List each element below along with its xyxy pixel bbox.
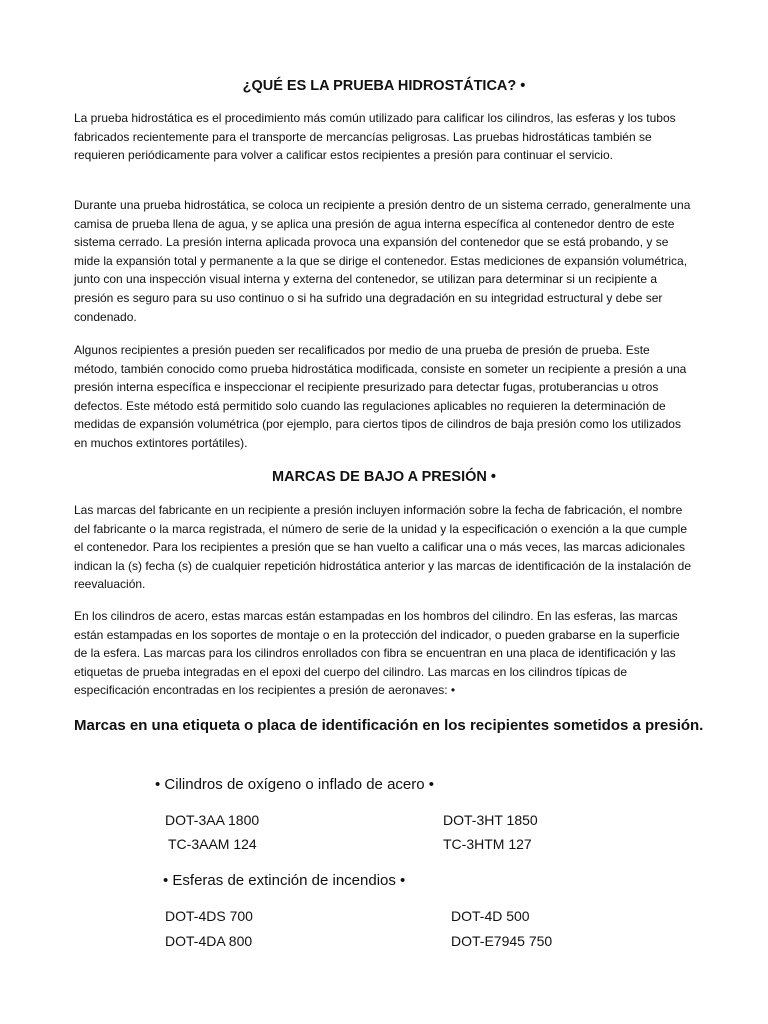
paragraph-recalificacion: Algunos recipientes a presión pueden ser recalificados por medio de una prueba de presión de prueba. Este método, también conocido como prueba hidrostática modificada, consiste en someter un recipiente a presión a una presión interna específica e inspeccionar el recipiente presurizado para detectar fugas, protuberancias u otros defectos. Este método está permitido solo cuando las regulaciones aplicables no requieren la determinación de medidas de expansión volumétrica (por ejemplo, para ciertos tipos de cilindros de baja presión como los utilizados en muchos extintores portátiles). <box>74 343 687 450</box>
marking-code: DOT-3AA 1800 <box>165 812 260 828</box>
marking-code: TC-3AAM 124 <box>168 836 257 852</box>
paragraph-marcas-fabricante: Las marcas del fabricante en un recipiente a presión incluyen información sobre la fecha de fabricación, el nombre del fabricante o la marca registrada, el número de serie de la unidad y la especificación o exención a la que cumple el contenedor. Para los recipientes a presión que se han vuelto a calificar una o más veces, las marcas adicionales indican la (s) fecha (s) de cualquier repetición hidrostática anterior y las marcas de identificación de la instalación de reevaluación. <box>74 503 691 592</box>
marking-code: DOT-4DA 800 <box>165 933 253 949</box>
heading-prueba-hidrostatica: ¿QUÉ ES LA PRUEBA HIDROSTÁTICA? • <box>242 78 526 94</box>
heading-etiqueta-placa: Marcas en una etiqueta o placa de identificación en los recipientes sometidos a presión. <box>74 717 704 734</box>
marking-code: DOT-4D 500 <box>451 908 530 924</box>
marking-code: DOT-3HT 1850 <box>443 812 538 828</box>
marking-code: TC-3HTM 127 <box>443 836 532 852</box>
heading-marcas: MARCAS DE BAJO A PRESIÓN • <box>272 469 496 485</box>
paragraph-procedimiento: Durante una prueba hidrostática, se coloca un recipiente a presión dentro de un sistema cerrado, generalmente una camisa de prueba llena de agua, y se aplica una presión de agua interna específica al contenedor dentro de este sistema cerrado. La presión interna aplicada provoca una expansión del contenedor que se está probando, y se mide la expansión total y permanente a la que se dirige el contenedor. Estas mediciones de expansión volumétrica, junto con una inspección visual interna y externa del contenedor, se utilizan para determinar si un recipiente a presión es seguro para su uso continuo o si ha sufrido una degradación en su integridad estructural y debe ser condenado. <box>74 198 691 324</box>
bullet-cilindros-oxigeno: • Cilindros de oxígeno o inflado de acero • <box>155 776 435 793</box>
bullet-esferas-extincion: • Esferas de extinción de incendios • <box>163 872 406 889</box>
paragraph-intro: La prueba hidrostática es el procedimiento más común utilizado para calificar los cilindros, las esferas y los tubos fabricados recientemente para el transporte de mercancías peligrosas. Las pruebas hidrostáticas también se requieren periódicamente para volver a calificar estos recipientes a presión para continuar el servicio. <box>74 111 676 163</box>
paragraph-marcas-cilindros: En los cilindros de acero, estas marcas están estampadas en los hombros del cilindro. En las esferas, las marcas están estampadas en los soportes de montaje o en la protección del indicador, o pueden grabarse en la superficie de la esfera. Las marcas para los cilindros enrollados con fibra se encuentran en una placa de identificación y las etiquetas de prueba integradas en el epoxi del cuerpo del cilindro. Las marcas en los cilindros típicas de especificación encontradas en los recipientes a presión de aeronaves: • <box>74 609 680 698</box>
marking-code: DOT-E7945 750 <box>451 933 553 949</box>
marking-code: DOT-4DS 700 <box>165 908 253 924</box>
